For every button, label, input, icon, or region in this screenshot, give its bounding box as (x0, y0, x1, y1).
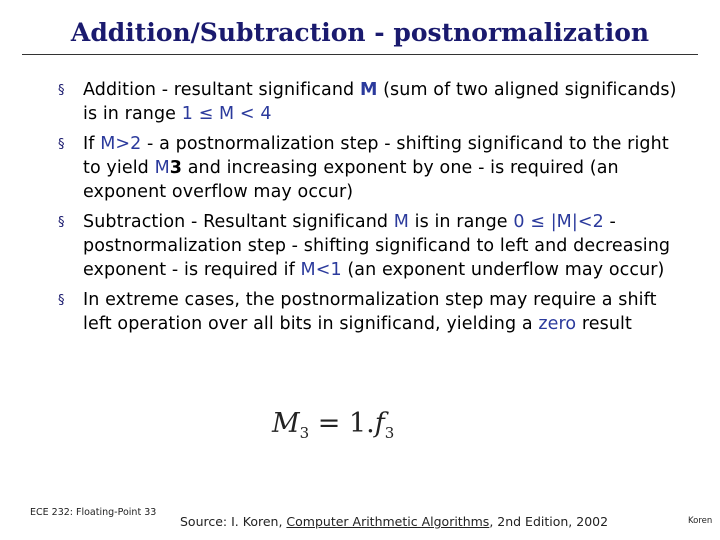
bullet-text: 0 ≤ (513, 212, 546, 232)
bullet-text: zero (538, 314, 577, 334)
footer-source-book: Computer Arithmetic Algorithms (286, 514, 490, 529)
footer-slide-label: ECE 232: Floating-Point 33 (30, 507, 157, 518)
bullet-item (58, 210, 678, 282)
bullet-item (58, 132, 678, 204)
footer-source-prefix: Source: I. Koren, (180, 514, 287, 529)
bullet-text: Subtraction - Resultant significand (83, 212, 394, 232)
bullet-text: |M|<2 (550, 212, 604, 232)
bullet-marker-icon: § (58, 83, 65, 98)
formula-lhs-sub: 3 (299, 424, 310, 442)
bullet-text: - a postnormalization step - shifting significand to the right to yield (83, 134, 669, 178)
bullet-text: result (576, 314, 632, 334)
formula-rhs: f (374, 408, 385, 439)
bullet-marker-icon: § (58, 293, 65, 308)
title-divider (22, 54, 698, 55)
bullet-text: Addition - resultant significand (83, 80, 360, 100)
formula-eq: = 1. (309, 408, 375, 439)
bullet-item (58, 288, 678, 336)
footer-source (180, 514, 608, 529)
bullet-text: is in range (408, 212, 514, 232)
bullet-text: M (359, 80, 378, 100)
bullet-marker-icon: § (58, 215, 65, 230)
bullet-text: (sum of two aligned significands) is in range (83, 80, 677, 124)
slide-title: Addition/Subtraction - postnormalization (70, 18, 650, 47)
bullet-text: M<1 (300, 260, 342, 280)
formula-rhs-sub: 3 (384, 424, 395, 442)
bullet-text: 3 (169, 158, 183, 178)
bullet-text: and increasing exponent by one - is required (an exponent overflow may occur) (83, 158, 619, 202)
formula-lhs: M (272, 408, 300, 439)
bullet-item (58, 78, 678, 126)
bullet-text: M>2 (100, 134, 142, 154)
bullet-text: - postnormalization step - shifting significand to left and decreasing exponent - is required if (83, 212, 671, 280)
footer-source-suffix: , 2nd Edition, 2002 (489, 514, 609, 529)
bullet-text: (an exponent underflow may occur) (341, 260, 665, 280)
formula (272, 408, 394, 442)
footer-author: Koren (688, 516, 713, 526)
bullet-text: M (154, 158, 170, 178)
bullet-text: 1 ≤ M < 4 (181, 104, 272, 124)
bullet-text: If (83, 134, 101, 154)
bullet-list (58, 78, 678, 342)
bullet-text: M (393, 212, 409, 232)
bullet-marker-icon: § (58, 137, 65, 152)
bullet-text: In extreme cases, the postnormalization step may require a shift left operation over all bits in significand, yielding a (83, 290, 657, 334)
